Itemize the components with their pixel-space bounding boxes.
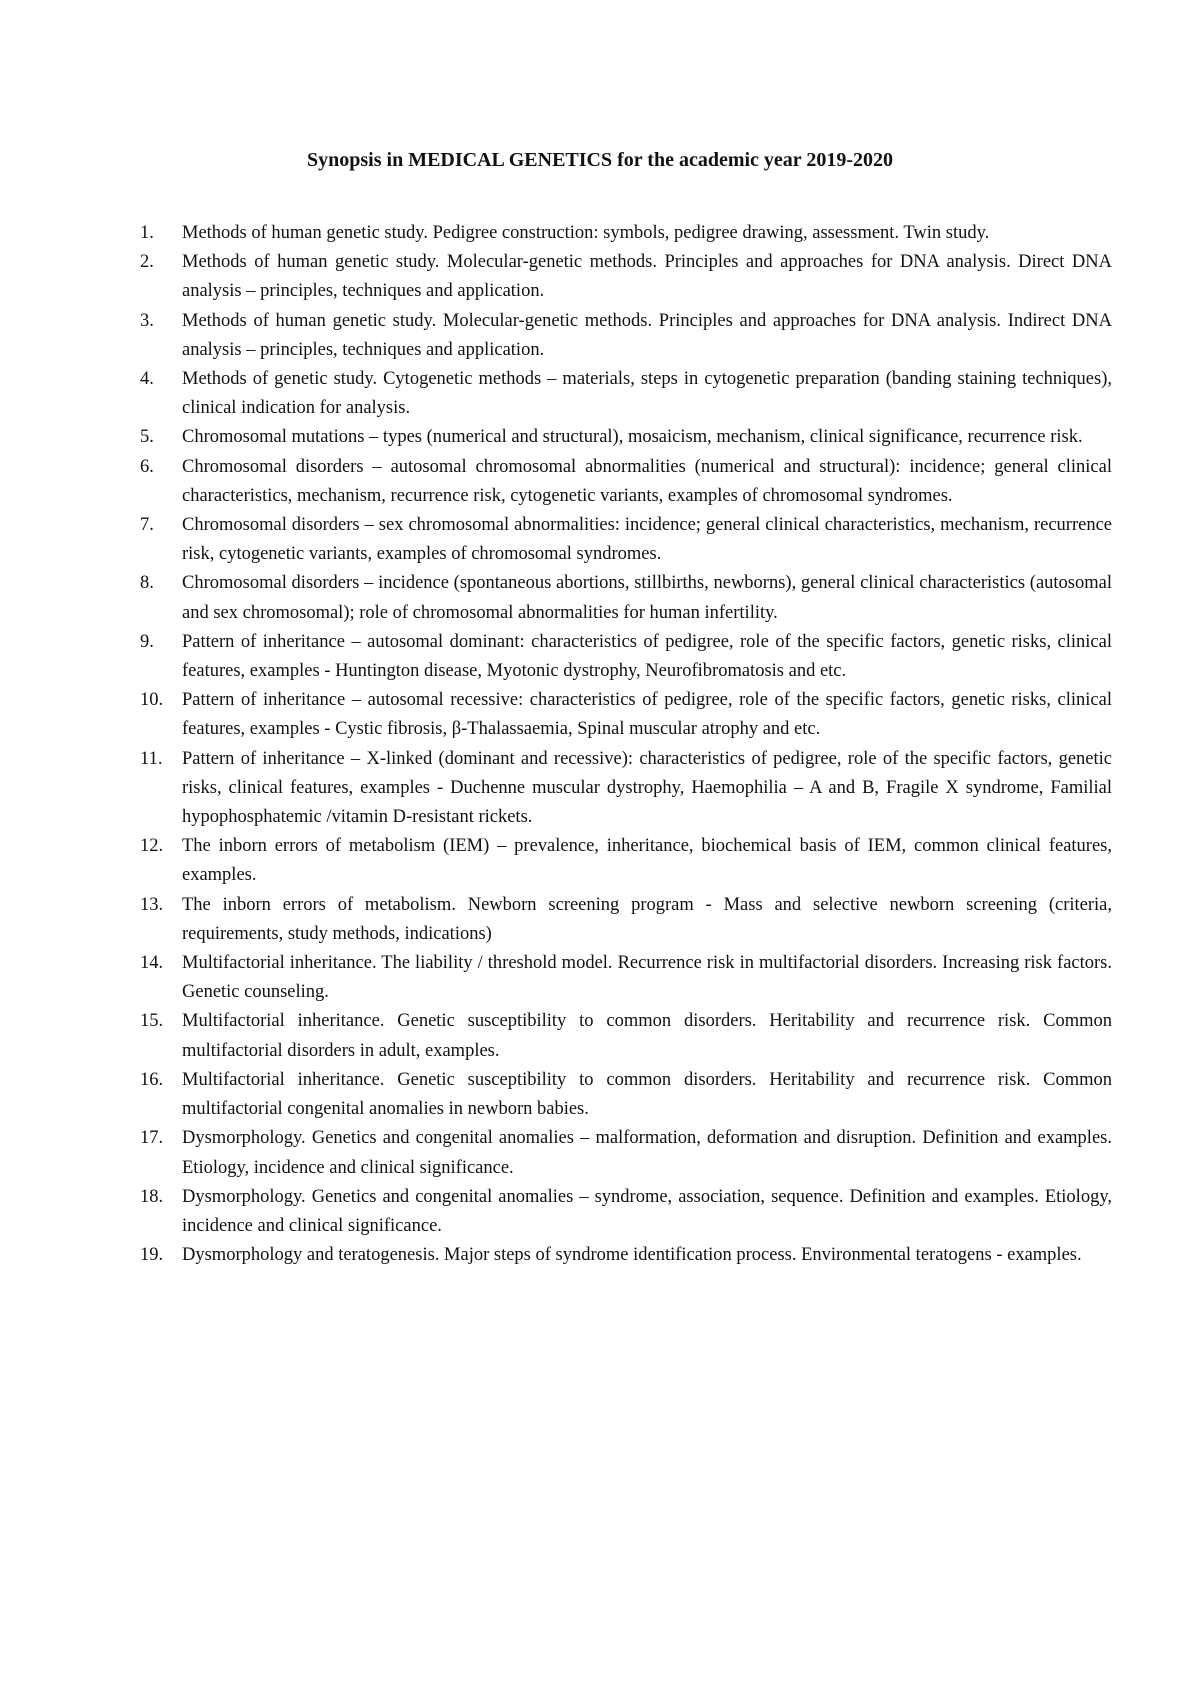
item-text: Multifactorial inheritance. The liability / threshold model. Recurrence risk in multifactorial disorders. Increasing risk factors. Genetic counseling. (182, 953, 1112, 1003)
list-item (140, 1007, 1112, 1065)
list-item (140, 686, 1112, 744)
item-number: 10. (140, 690, 164, 711)
item-text: Chromosomal disorders – autosomal chromosomal abnormalities (numerical and structural): incidence; general clinical characteristics, mechanism, recurrence risk, cytogenetic variants, examples of chromosomal syndromes. (182, 456, 1112, 506)
list-item (140, 628, 1112, 686)
list-item (140, 365, 1112, 423)
document-title: Synopsis in MEDICAL GENETICS for the academic year 2019-2020 (307, 149, 893, 171)
item-text: Dysmorphology and teratogenesis. Major steps of syndrome identification process. Environmental teratogens - examples. (182, 1245, 1082, 1266)
item-number: 15. (140, 1011, 164, 1032)
item-text: The inborn errors of metabolism. Newborn screening program - Mass and selective newborn screening (criteria, requirements, study methods, indications) (182, 894, 1112, 944)
item-number: 8. (140, 573, 154, 594)
item-number: 4. (140, 369, 154, 390)
list-item (140, 1066, 1112, 1124)
item-number: 18. (140, 1186, 164, 1207)
item-text: Methods of human genetic study. Molecular-genetic methods. Principles and approaches for DNA analysis. Indirect DNA analysis – principles, techniques and application. (182, 310, 1112, 360)
list-item (140, 891, 1112, 949)
topic-list (140, 219, 1112, 1270)
item-number: 3. (140, 310, 154, 331)
item-number: 1. (140, 223, 154, 243)
list-item (140, 1124, 1112, 1182)
item-text: Methods of human genetic study. Molecular-genetic methods. Principles and approaches for DNA analysis. Direct DNA analysis – principles, techniques and application. (182, 252, 1112, 302)
item-number: 17. (140, 1128, 164, 1149)
item-number: 7. (140, 515, 154, 536)
item-text: Multifactorial inheritance. Genetic susceptibility to common disorders. Heritability and recurrence risk. Common multifactorial congenital anomalies in newborn babies. (182, 1069, 1112, 1120)
item-number: 16. (140, 1069, 164, 1090)
item-number: 5. (140, 427, 154, 448)
item-number: 9. (140, 631, 154, 652)
item-text: Methods of human genetic study. Pedigree construction: symbols, pedigree drawing, assessment. Twin study. (182, 223, 990, 243)
item-text: Chromosomal disorders – sex chromosomal abnormalities: incidence; general clinical characteristics, mechanism, recurrence risk, cytogenetic variants, examples of chromosomal syndromes. (182, 515, 1112, 565)
item-text: Methods of genetic study. Cytogenetic methods – materials, steps in cytogenetic preparation (banding staining techniques), clinical indication for analysis. (182, 369, 1112, 419)
item-text: Pattern of inheritance – X-linked (dominant and recessive): characteristics of pedigree, role of the specific factors, genetic risks, clinical features, examples - Duchenne muscular dystrophy, Haemophilia – A and B, Fragile X syndrome, Familial hypophosphatemic /vitamin D-resistant rickets. (182, 748, 1112, 828)
list-item (140, 1183, 1112, 1241)
item-text: Pattern of inheritance – autosomal recessive: characteristics of pedigree, role of the specific factors, genetic risks, clinical features, examples - Cystic fibrosis, β-Thalassaemia, Spinal muscular atrophy and etc. (182, 690, 1112, 740)
list-item (140, 307, 1112, 365)
item-number: 2. (140, 252, 154, 273)
item-number: 12. (140, 836, 164, 857)
item-text: Chromosomal disorders – incidence (spontaneous abortions, stillbirths, newborns), general clinical characteristics (autosomal and sex chromosomal); role of chromosomal abnormalities for human infertility. (182, 573, 1112, 623)
list-item (140, 949, 1112, 1007)
list-item (140, 1241, 1112, 1270)
item-number: 6. (140, 456, 154, 477)
list-item (140, 248, 1112, 306)
list-item (140, 219, 1112, 248)
item-text: The inborn errors of metabolism (IEM) – prevalence, inheritance, biochemical basis of IEM, common clinical features, examples. (182, 836, 1112, 886)
item-text: Dysmorphology. Genetics and congenital anomalies – malformation, deformation and disruption. Definition and examples. Etiology, incidence and clinical significance. (182, 1128, 1112, 1178)
item-text: Chromosomal mutations – types (numerical and structural), mosaicism, mechanism, clinical significance, recurrence risk. (182, 427, 1083, 448)
item-text: Pattern of inheritance – autosomal dominant: characteristics of pedigree, role of the specific factors, genetic risks, clinical features, examples - Huntington disease, Myotonic dystrophy, Neurofibromatosis and etc. (182, 631, 1112, 682)
list-item (140, 453, 1112, 511)
item-number: 13. (140, 894, 164, 915)
item-number: 14. (140, 953, 164, 974)
item-number: 19. (140, 1245, 164, 1266)
list-item (140, 832, 1112, 890)
list-item (140, 569, 1112, 627)
list-item (140, 745, 1112, 833)
list-item (140, 423, 1112, 452)
list-item (140, 511, 1112, 569)
item-text: Dysmorphology. Genetics and congenital anomalies – syndrome, association, sequence. Definition and examples. Etiology, incidence and clinical significance. (182, 1186, 1112, 1236)
item-number: 11. (140, 748, 163, 769)
item-text: Multifactorial inheritance. Genetic susceptibility to common disorders. Heritability and recurrence risk. Common multifactorial disorders in adult, examples. (182, 1011, 1112, 1061)
